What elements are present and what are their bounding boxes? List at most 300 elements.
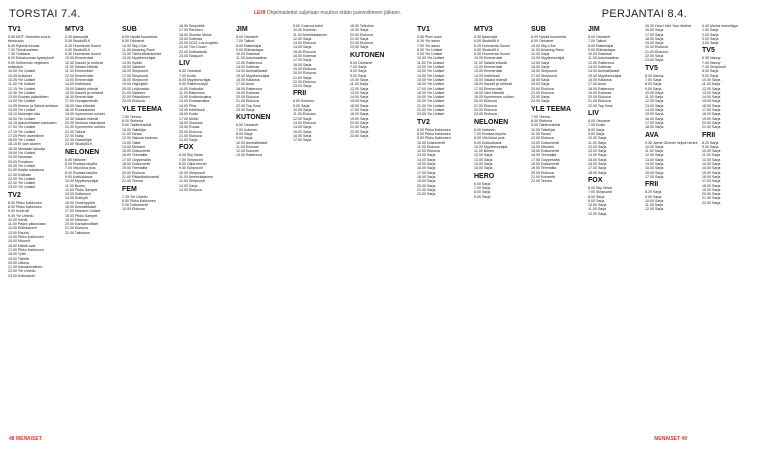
program-entry: 8.20 Sarja (702, 140, 719, 145)
program-entry: 7.00 Yle aamu (417, 43, 441, 48)
program-entry: 22.00 Sarja (417, 192, 436, 197)
channel-name: TV5 (702, 47, 715, 55)
program-entry: 10.00 Sky-Clue (531, 43, 556, 48)
channel-name: KUTONEN (236, 114, 271, 122)
program-entry: 23.00 Sarja (645, 58, 664, 63)
listing-column (65, 24, 120, 430)
program-entry: 14.00 Yle Uutiset (417, 73, 445, 78)
program-entry: 14.00 Piha (179, 103, 197, 108)
program-entry: 10.00 Sarja (702, 77, 721, 82)
program-entry: 9.00 Sarja (645, 194, 662, 199)
program-entry: 12.00 Sarja (474, 153, 493, 158)
program-entry: 13.00 Sarja (645, 157, 664, 162)
program-entry: 22.00 Sarja (350, 129, 369, 134)
program-entry: 18.00 Sarja (702, 112, 721, 117)
program-entry: 15.00 Salatut elämät (65, 86, 98, 91)
program-entry: 21.00 Kansainvälinen (8, 265, 43, 270)
program-entry: 16.00 Kauniit ja rohkeat (65, 90, 103, 95)
program-entry: 16.00 Kalastus (588, 77, 612, 82)
program-entry: 10.00 Sarja (645, 198, 664, 203)
program-entry: 0.40 Murha meneillyyn (702, 24, 739, 28)
program-entry: 10.00 Yle Uutiset (417, 56, 445, 61)
program-entry: 14.00 Keittiössä (65, 82, 91, 87)
program-entry: 18.00 Sarja (293, 62, 312, 67)
program-entry: 7.00 Kodin (179, 73, 197, 78)
program-entry: 14.00 Ammattilaiset (588, 69, 620, 74)
program-entry: 19.00 Kotimaa (588, 90, 612, 95)
program-entry: 20.00 Sinkkua etsimässä (65, 120, 105, 125)
program-entry: 19.30 Salatut elämät (65, 116, 98, 121)
channel-name: HERO (474, 172, 495, 180)
program-entry: 1.00 Sarja (702, 28, 719, 33)
program-entry: 12.00 Emmerdale (65, 73, 94, 78)
channel-block (179, 142, 234, 192)
footer-right-page-number: MENAISET 49 (654, 436, 687, 442)
channel-block (417, 117, 472, 197)
program-entry: 20.00 Leijonatalo (122, 86, 150, 91)
program-entry: 23.00 Sarja (350, 133, 369, 138)
program-entry: 11.00 Tanssi (531, 131, 551, 136)
program-entry: 17.00 Emmerdale (474, 86, 503, 91)
channel-block (8, 190, 63, 278)
program-entry: 10.00 Taiteilijat (531, 127, 555, 132)
program-entry: 11.00 Elokuva (236, 144, 259, 149)
program-entry: 9.30 Huomenta Suomi (65, 52, 101, 57)
program-entry: 14.00 Sarja (293, 125, 312, 130)
program-entry: 21.00 Elokuva (474, 103, 497, 108)
program-entry: 17.00 Sarja (702, 179, 721, 184)
program-entry: 6.25 Huomenta Suomi (474, 43, 510, 48)
program-entry: 18.00 Sarja (350, 112, 369, 117)
program-entry: 18.00 Vain elämää (474, 90, 504, 95)
program-entry: 16.00 Sarja (293, 133, 312, 138)
program-entry: 9.00 Simpsonit (179, 166, 203, 171)
program-entry: 14.05 Kimmo ja Sanna suhtaus. (8, 103, 59, 108)
program-entry: 15.00 Salatut elämät (474, 77, 507, 82)
channel-name: LIV (588, 110, 599, 118)
program-entry: 14.00 Sarja (293, 45, 312, 50)
program-entry: 18.00 Simpsonit (122, 77, 148, 82)
program-entry: 10.00 Sarja (293, 108, 312, 113)
channel-block (350, 24, 405, 50)
program-entry: 20.00 Elokuva (350, 32, 373, 37)
program-entry: 15.00 Sarja (702, 99, 721, 104)
program-entry: 9.00 Elämäntapa (588, 47, 616, 52)
program-entry: 11.00 Salatut elämät (65, 65, 98, 70)
program-entry: 10.00 Sarja (350, 77, 369, 82)
program-entry: 16.00 Sarja (417, 166, 436, 171)
program-entry: 21.00 Sarja (702, 125, 721, 130)
program-entry: 19.00 Sarja (645, 41, 664, 46)
program-entry: 19.00 Ruoka (179, 125, 200, 130)
program-entry: 6.00 Ostosnet (350, 60, 373, 65)
program-entry: 21.00 Sarja (702, 196, 721, 201)
program-entry: 10.00 Ammattilaiset (236, 140, 268, 145)
program-entry: 7.00 Teema (122, 114, 141, 119)
channel-name: AVA (645, 131, 659, 139)
program-entry: 19.00 Kymmenen uutiset (65, 112, 105, 117)
channel-block (417, 24, 472, 117)
program-entry: 18.00 Rakennus (588, 86, 615, 91)
program-entry: 19.00 Teemailta (531, 166, 557, 171)
program-entry: 17.00 Sarja (702, 108, 721, 113)
channel-name: NELONEN (474, 118, 509, 126)
program-entry: 16.00 Sarja (645, 116, 664, 121)
program-entry: 19.00 Nelonen (65, 217, 89, 222)
program-entry: 13.00 Ruotsin pääsiäinen (8, 95, 49, 100)
program-entry: 22.00 Yle Uutiset (8, 176, 36, 181)
program-entry: 22.00 Top Gear (588, 103, 613, 108)
program-entry: 14.00 Sarja (702, 166, 721, 171)
program-entry: 17.00 Sarja (293, 138, 312, 143)
program-entry: 17.00 Pikku Kakkonen (8, 247, 44, 252)
program-entry: 20.00 Sarja (417, 183, 436, 188)
header-notice (254, 10, 401, 16)
header-notice-text: Ohjelmatiedot suljetaan muutosi etään painoviimeen jälkeen. (266, 10, 402, 16)
program-entry: 6.00 Pikku Kakkonen (417, 127, 451, 132)
program-entry: 6.05 Ruokaa tarjolla (65, 162, 97, 167)
program-entry: 18.00 Yle Uutiset (8, 138, 36, 143)
program-entry: 12.00 Sarja (588, 211, 607, 216)
program-entry: 11.00 Sarja (645, 95, 664, 100)
program-entry: 18.00 Sarja (702, 183, 721, 188)
program-entry: 21.00 Elokuva (588, 99, 611, 104)
program-entry: 8.00 Sarja (702, 69, 719, 74)
program-entry: 9.00 Sarja (350, 73, 367, 78)
program-entry: 13.00 Sarja (645, 103, 664, 108)
channel-block (65, 147, 120, 235)
program-entry: 11.00 Amerikkalainen (179, 174, 214, 179)
channel-name: FOX (588, 176, 603, 184)
program-entry: 13.00 Elokuva (293, 41, 316, 46)
program-entry: 18.00 Vain elämää (65, 103, 95, 108)
program-entry: 6.00 Nelonen (65, 157, 87, 162)
program-entry: 9.00 Elämäntapa (236, 47, 264, 52)
program-entry: 5.30 Aamusää (65, 35, 88, 39)
program-entry: 11.00 Paljon pikkusiaan (8, 222, 46, 227)
channel-name: FRII (293, 90, 307, 98)
channel-block (702, 130, 757, 205)
program-entry: 12.00 Sarja (293, 116, 312, 121)
program-entry: 18.00 Sarja (645, 125, 664, 130)
program-entry: 12.00 Tähtiväärikoksinet (122, 52, 161, 57)
program-entry: 18.00 Dokumentti (531, 162, 560, 167)
program-entry: 8.00 Yle Uutiset (417, 47, 443, 52)
program-entry: 15.00 Muumit (8, 239, 30, 244)
program-entry: 9.00 Kotikokkaus (474, 140, 502, 145)
program-entry: 2.00 Sarja (702, 32, 719, 37)
program-entry: 8.00 Sinfonia (122, 119, 143, 124)
program-entry: 19.00 Hajunjälki (122, 82, 148, 87)
program-entry: 11.00 Amazing Race (122, 47, 155, 52)
channel-name: YLE TEEMA (531, 105, 572, 113)
program-entry: 20.00 Elokuva (474, 99, 497, 104)
channel-name: TV2 (417, 118, 430, 126)
program-entry: 9.00 Pikku Kakkonen (417, 136, 451, 141)
program-entry: 16.00 Kalastus (236, 77, 260, 82)
program-entry: 18.00 Sarja (417, 174, 436, 179)
program-entry: 14.00 Keittiössä (474, 73, 500, 78)
channel-block (645, 63, 700, 130)
program-entry: 6.00 Sky News (588, 185, 612, 190)
program-entry: 16.00 Yle Uutiset (417, 82, 445, 87)
program-entry: 16.00 Sarja (702, 174, 721, 179)
program-entry: 17.00 Autot (236, 82, 255, 87)
channel-name: KUTONEN (350, 51, 385, 59)
program-entry: 11.00 Sarja (588, 207, 607, 212)
channel-block (645, 24, 700, 63)
program-entry: 21.00 Sarja (350, 125, 369, 130)
program-entry: 10.00 Kehät (8, 217, 28, 222)
program-entry: 15.00 Onnenpyörä (65, 200, 95, 205)
channel-name: NELONEN (65, 148, 100, 156)
program-entry: 6.30 Yle aamu (417, 39, 441, 44)
program-entry: 6.00 Hyvää huomenta (531, 35, 567, 39)
program-entry: 15.00 Sarja (588, 157, 607, 162)
program-entry: 23.00 Sarja (293, 84, 312, 89)
channel-block (65, 24, 120, 147)
program-entry: 18.00 Rakennus (236, 86, 263, 91)
program-entry: 8.00 Sinfonia (531, 119, 552, 124)
program-entry: 19.00 Sarja (417, 179, 436, 184)
program-entry: 20.00 Kansainväliset (65, 222, 99, 227)
program-entry: 7.00 Taikuri (236, 39, 255, 44)
footer-left-page-number: 48 MENAISET (9, 436, 42, 442)
channel-block (122, 104, 177, 184)
program-entry: 11.00 Elokuva (417, 144, 440, 149)
program-entry: 6.00 Ostosnet (236, 123, 259, 128)
channel-name: MTV3 (65, 26, 84, 33)
channel-block (474, 117, 529, 171)
program-entry: 11.00 Rakennus (179, 90, 205, 95)
program-entry: 12.00 Elokuva (531, 136, 554, 141)
program-entry: 14.00 Mestarit (531, 144, 554, 149)
program-entry: 20.00 Yle Uutiset (417, 99, 445, 104)
program-entry: 17.00 Sarja (645, 32, 664, 37)
channel-block (293, 24, 348, 88)
program-entry: 13.00 Dokumentti (531, 140, 560, 145)
program-entry: 16.15 Ajankohtaisen kakkosen (8, 120, 57, 125)
program-entry: 7.00 Nanny (702, 60, 721, 65)
program-entry: 17.00 Yle Uutiset (8, 125, 36, 130)
program-entry: 14.00 Sarja (417, 157, 436, 162)
program-entry: 12.00 Elokuva (417, 149, 440, 154)
program-entry: 22.00 Teema (531, 179, 552, 184)
program-entry: 22.00 Top Gear (236, 103, 261, 108)
program-entry: 5.30 Aamusää (474, 35, 497, 39)
program-entry: 17.25 Pieni alueellinen (8, 133, 45, 138)
program-entry: 9.00 Sarja (702, 73, 719, 78)
program-entry: 19.00 Kotimaa (179, 36, 203, 41)
program-entry: 23.00 Sarja (531, 99, 550, 104)
program-entry: 10.00 Sky-Clue (122, 43, 147, 48)
program-entry: 15.00 Salaiset (122, 65, 145, 70)
channel-block (474, 24, 529, 117)
program-entry: 17.00 Hunajamöndiö (65, 99, 99, 104)
program-entry: 18.00 Sunrise Music (179, 32, 212, 37)
program-entry: 7.00 Viisi kiloa pois (65, 166, 96, 171)
program-entry: 12.15 Yle Uutiset (8, 86, 36, 91)
program-entry: 18.30 Televisio (350, 24, 374, 28)
channel-block (8, 24, 63, 190)
program-entry: 16.00 Yle Uutiset (8, 116, 36, 121)
program-entry: 12.00 Simpsonit (179, 179, 205, 184)
program-entry: 10.30 Kauniit ja rohkeat (65, 60, 103, 65)
channel-block (645, 130, 700, 180)
listing-column (588, 24, 643, 430)
program-entry: 16.00 Teemailta (122, 153, 148, 158)
program-entry: 22.00 Elokuva (350, 41, 373, 46)
program-entry: 11.00 Amerikkalainen (293, 32, 328, 37)
program-entry: 12.00 Yle Uutiset (417, 65, 445, 70)
program-entry: 3.00 Sarja (702, 36, 719, 41)
program-entry: 12.00 Sarja (350, 86, 369, 91)
program-entry: 21.30 Talous (65, 129, 86, 134)
program-entry: 10.00 Dokumentti (417, 140, 446, 145)
program-entry: 7.30 Simpsonit (702, 65, 726, 70)
program-entry: 22.00 Sarja (702, 200, 721, 205)
program-entry: 10.00 Myytinmurtajat (65, 179, 99, 184)
listing-column (122, 24, 177, 430)
program-entry: 14.00 Sarja (531, 60, 550, 65)
channel-block (293, 88, 348, 142)
program-entry: 8.00 Ostosnet (122, 39, 145, 44)
page-header (0, 8, 696, 22)
program-entry: 11.00 Automaailma (236, 56, 267, 61)
program-entry: 14.00 Sydän (122, 60, 143, 65)
program-entry: 9.30 Huomenta Suomi (474, 52, 510, 57)
program-entry: 9.00 Yle Uutiset (417, 52, 443, 57)
program-entry: 20.00 Elokuva (236, 95, 259, 100)
program-entry: 23.00 Sarja (236, 108, 255, 113)
program-entry: 10.00 Elokuva (122, 207, 145, 212)
program-entry: 8.00 Kutonen (293, 99, 315, 104)
program-entry: 13.00 Sarja (702, 90, 721, 95)
program-entry: 13.00 Sarja (179, 183, 198, 188)
program-entry: 7.00 Sarja (350, 65, 367, 70)
program-entry: 16.00 Sarja (588, 162, 607, 167)
program-entry: 15.10 Muistojen talo (8, 112, 41, 117)
channel-name: JIM (236, 26, 248, 33)
program-entry: 12.30 Yle Uutiset (8, 90, 36, 95)
program-entry: 13.00 Sarja (702, 162, 721, 167)
program-entry: 20.00 Elokuva (588, 95, 611, 100)
program-entry: 22.00 Elokuva (293, 79, 316, 84)
program-entry: 11.00 Amazing Race (531, 47, 564, 52)
program-entry: 19.00 Sarja (350, 116, 369, 121)
program-entry: 8.00 Myytinmurtajat (179, 77, 211, 82)
program-entry: 20.00 Elokuva (531, 170, 554, 175)
program-entry: 13.00 Myytinmurtajat (531, 56, 565, 61)
program-entry: 17.00 Mökki (179, 116, 199, 121)
program-entry: 20.00 Elokuva (531, 86, 554, 91)
program-entry: 6.00 Nelonen (474, 127, 496, 132)
program-entry: 17.00 Oopperailta (122, 157, 151, 162)
program-entry: 8.00 Sarja (645, 82, 662, 87)
listing-column (350, 24, 405, 430)
channel-name: JIM (588, 26, 600, 33)
program-entry: 21.00 Elokuva (645, 49, 668, 54)
program-entry: 7.00 Kutonen (236, 127, 258, 132)
page-spine (407, 24, 415, 430)
program-entry: 21.00 Kymmenen uutiset (65, 125, 105, 130)
program-entry: 18.00 Tyttö (8, 252, 26, 257)
program-entry: 16.00 Teemailta (531, 153, 557, 158)
program-entry: 20.00 Elokuva (179, 129, 202, 134)
program-entry: 17.00 Sarja (645, 174, 664, 179)
program-entry: 10.00 Sarja (588, 136, 607, 141)
program-entry: 8.00 Sarja (588, 194, 605, 199)
left-page-date: TORSTAI 7.4. (9, 8, 81, 20)
program-entry: 22.00 Sarja (179, 138, 198, 143)
program-entry: 17.00 Simpsonit (531, 73, 557, 78)
program-entry: 18.00 Sarja (588, 170, 607, 175)
program-entry: 6.25 Huomenta Suomi (65, 43, 101, 48)
program-entry: 14.00 Sarja (588, 153, 607, 158)
program-entry: 12.00 Sarja (645, 207, 664, 212)
program-entry: 13.00 Taide (122, 140, 141, 145)
program-entry: 21.00 Elokuva (65, 226, 88, 231)
program-entry: 21.00 The Crown (179, 45, 207, 50)
program-entry: 15.00 Yle Uutiset (8, 108, 36, 113)
program-entry: 22.00 Talkshow (65, 230, 90, 235)
program-entry: 12.00 Sarja (588, 144, 607, 149)
channel-block (531, 24, 586, 104)
program-entry: 18.00 Sarja (645, 36, 664, 41)
program-entry: 13.00 Elokuva (293, 120, 316, 125)
program-entry: 16.00 Kotimaa (293, 54, 317, 59)
page-footer (0, 436, 696, 444)
program-entry: 23.00 Yle Uutiset (417, 112, 445, 117)
program-entry: 6.00 Ostosnet (236, 35, 259, 39)
listing-column (293, 24, 348, 430)
program-entry: 8.20 Sarja (645, 190, 662, 195)
program-entry: 10.00 Sarja (645, 90, 664, 95)
program-entry: 22.00 Yle Uutiset (417, 108, 445, 113)
tv-listing-columns (8, 24, 739, 430)
program-entry: 22.00 Pääsiäinen (122, 95, 150, 100)
program-entry: 10.00 Taiteilijat (122, 127, 146, 132)
program-entry: 12.00 Emmerdale (474, 65, 503, 70)
program-entry: 16.00 Ammattilaiset (65, 204, 97, 209)
program-entry: 13.00 Yle Uutiset (417, 69, 445, 74)
program-entry: 12.00 Pikku Sampet (65, 187, 98, 192)
listing-column (702, 24, 757, 430)
program-entry: 16.00 Simpsonit (122, 69, 148, 74)
program-entry: 11.00 Sarja (645, 149, 664, 154)
channel-name: SUB (122, 26, 137, 33)
program-entry: 13.00 Soittoinen (65, 192, 91, 197)
program-entry: 19.00 Elokuva (293, 66, 316, 71)
program-entry: 19.00 Sarja (531, 82, 550, 87)
program-entry: 21.00 Salaiset (122, 90, 145, 95)
program-entry: 23.00 Elokuva (474, 112, 497, 117)
program-entry: 20.00 Sarja (350, 120, 369, 125)
program-entry: 12.00 Eläinkaverit (8, 226, 37, 231)
program-entry: 15.00 Elokuva (293, 49, 316, 54)
program-entry: 20.00 Elokuva (645, 45, 668, 50)
program-entry: 13.00 Sarja (474, 157, 493, 162)
program-entry: 9.00 Sarja (588, 131, 605, 136)
program-entry: 20.00 Elokuva (122, 170, 145, 175)
program-entry: 12.00 Sarja (702, 157, 721, 162)
program-entry: 17.00 Oopperailta (531, 157, 560, 162)
program-entry: 11.00 Sarja (350, 82, 369, 87)
channel-block (588, 175, 643, 216)
program-entry: 9.00 Taidemusiikki (122, 123, 152, 128)
program-entry: 14.00 Sarja (350, 95, 369, 100)
program-entry: 10.00 Kutonen (293, 28, 317, 33)
